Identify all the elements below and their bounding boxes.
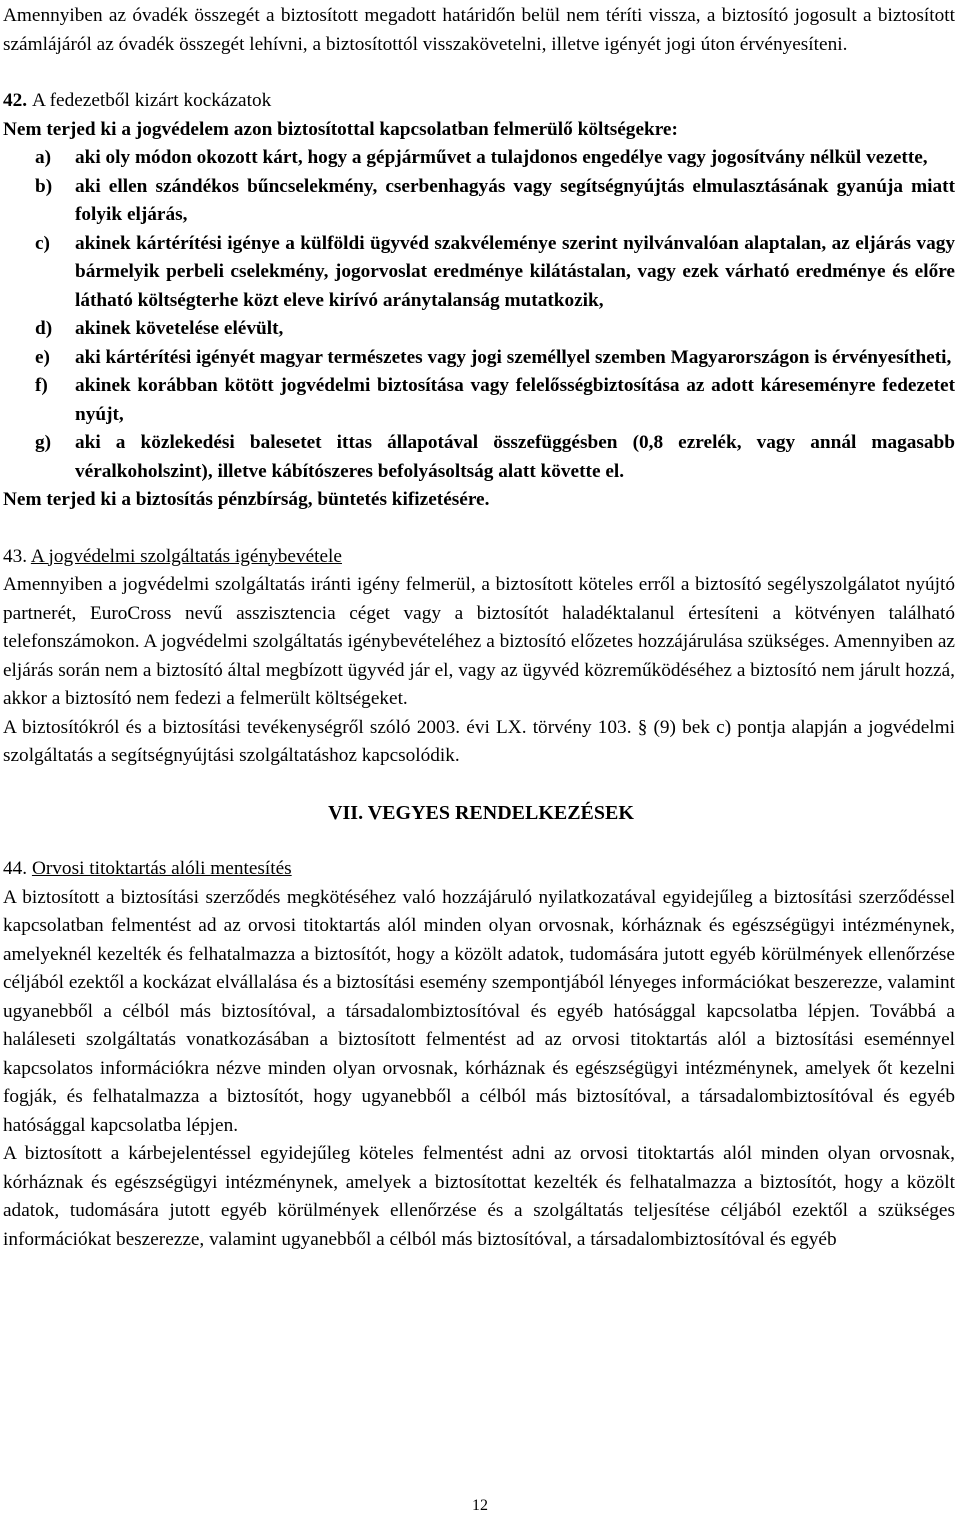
item-text: akinek követelése elévült,	[75, 318, 284, 339]
spacer	[3, 59, 955, 87]
section-42-number: 42.	[3, 90, 28, 111]
exclusion-item-b	[3, 173, 955, 230]
exclusion-list	[3, 144, 955, 486]
item-text: akinek kártérítési igénye a külföldi ügyvéd szakvéleménye szerint nyilvánvalóan alaptalan, az eljárás vagy bármelyik perbeli cselekmény, jogorvoslat eredménye kilátástalan, vagy ezek várható eredménye és előre látható költségterhe közt eleve kirívó aránytalanság mutatkozik,	[75, 232, 955, 311]
section-43-number: 43.	[3, 545, 28, 567]
spacer	[3, 771, 955, 799]
item-marker: c)	[35, 232, 50, 254]
item-marker: a)	[35, 147, 52, 168]
page-number: 12	[472, 1497, 488, 1514]
intro-paragraph: Amennyiben az óvadék összegét a biztosított megadott határidőn belül nem téríti vissza, a biztosító jogosult a biztosított számlájáról az óvadék összegét lehívni, a biztosítottól visszakövetelni, illetve igényét jogi úton érvényesíteni.	[3, 5, 955, 55]
section-42-heading	[3, 87, 955, 116]
item-text: aki ellen szándékos bűncselekmény, cserbenhagyás vagy segítségnyújtás elmulasztásának gyanúja miatt folyik eljárás,	[75, 175, 955, 225]
item-marker: d)	[35, 318, 53, 339]
section-44-heading	[3, 855, 955, 884]
item-text: aki kártérítési igényét magyar természetes vagy jogi személlyel szemben Magyarországon is érvényesítheti,	[75, 346, 952, 368]
paragraph-2-start: A biztosítókról és a biztosítási tevékenységről szóló 2003. évi LX. törvény 103.	[3, 716, 632, 738]
section-43-heading	[3, 543, 955, 572]
section-43-paragraph-2	[3, 714, 955, 771]
spacer	[3, 827, 955, 855]
exclusion-item-e	[3, 344, 955, 373]
item-text: aki oly módon okozott kárt, hogy a gépjárművet a tulajdonos engedélye vagy jogosítvány nélkül vezette,	[75, 147, 928, 168]
spacer	[3, 515, 955, 543]
section-42-lead: Nem terjed ki a jogvédelem azon biztosítottal kapcsolatban felmerülő költségekre:	[3, 118, 678, 140]
exclusion-item-a	[3, 144, 955, 173]
section-44-paragraph-2: A biztosított a kárbejelentéssel egyidejűleg köteles felmentést adni az orvosi titoktartás alól minden olyan orvosnak, kórháznak és egészségügyi intézménynek, amelyek a biztosítottat kezelték és felhatalmazza a biztosítót, hogy a közölt adatok, tudomására jutott egyéb körülmények ellenőrzése és a szolgáltatás teljesítése céljából ezektől a szükséges információkat beszerezze, valamint ugyanebből a célból más biztosítóval, a társadalombiztosítóval és egyéb	[3, 1143, 955, 1250]
section-42-closing: Nem terjed ki a biztosítás pénzbírság, büntetés kifizetésére.	[3, 489, 490, 510]
chapter-heading: VII. VEGYES RENDELKEZÉSEK	[328, 801, 634, 824]
section-42	[3, 87, 955, 515]
item-marker: f)	[35, 375, 48, 396]
section-44-paragraph-1: A biztosított a biztosítási szerződés megkötéséhez való hozzájáruló nyilatkozatával egyidejűleg a biztosítási szerződéssel kapcsolatban felmentést ad az orvosi titoktartás alól minden olyan orvosnak, kórháznak és egészségügyi intézménynek, amelyeknél kezelték és felhatalmazza a biztosítót, hogy a közölt adatok, tudomására jutott egyéb körülmények ellenőrzése céljából ezektől a kockázat elvállalása és a biztosítási esemény szempontjából lényeges információkat beszerezze, valamint ugyanebből a célból más biztosítóval, a társadalombiztosítóval és egyéb hatósággal kapcsolatba lépjen. Továbbá a haláleseti szolgáltatás vonatkozásában a biztosított felmentést ad az orvosi titoktartás alól a biztosítási eseménnyel kapcsolatos információkra nézve minden olyan orvosnak, kórháznak és egészségügyi intézménynek, amelyek őt kezelni fogják, és felhatalmazza a biztosítót, hogy ugyanebből a célból más biztosítóval, a társadalombiztosítóval és egyéb hatósággal kapcsolatba lépjen.	[3, 886, 955, 1136]
paragraph-2-end: (9) bek c) pontja alapján a jogvédelmi szolgáltatás a segítségnyújtási szolgáltatáshoz kapcsolódik.	[3, 716, 955, 766]
exclusion-item-f	[3, 372, 955, 429]
section-43-title: A jogvédelmi szolgáltatás igénybevétele	[30, 545, 342, 567]
section-43	[3, 543, 955, 771]
item-text: aki a közlekedési balesetet ittas állapotával összefüggésben (0,8 ezrelék, vagy annál magasabb véralkoholszint), illetve kábítószeres befolyásoltság alatt követte el.	[75, 432, 955, 482]
item-marker: e)	[35, 346, 50, 368]
page-content	[3, 2, 955, 1254]
exclusion-item-c	[3, 230, 955, 316]
item-marker: g)	[35, 432, 52, 453]
section-42-title: A fedezetből kizárt kockázatok	[31, 90, 272, 111]
section-43-paragraph-1: Amennyiben a jogvédelmi szolgáltatás iránti igény felmerül, a biztosított köteles erről a biztosító segélyszolgálatot nyújtó partnerét, EuroCross nevű asszisztencia céget vagy a biztosítót haladéktalanul értesíteni a kötvényen található telefonszámokon. A jogvédelmi szolgáltatás igénybevételéhez a biztosító előzetes hozzájárulása szükséges. Amennyiben az eljárás során nem a biztosító által megbízott ügyvéd jár el, vagy az ügyvéd közreműködéséhez a biztosító nem járult hozzá, akkor a biztosító nem fedezi a felmerült költségeket.	[3, 574, 955, 709]
item-marker: b)	[35, 175, 53, 197]
section-sign: §	[637, 716, 648, 738]
exclusion-item-d	[3, 315, 955, 344]
section-44-number: 44.	[3, 858, 28, 879]
section-44	[3, 855, 955, 1254]
item-text: akinek korábban kötött jogvédelmi biztosítása vagy felelősségbiztosítása az adott káreseményre fedezetet nyújt,	[75, 375, 955, 425]
section-44-title: Orvosi titoktartás alóli mentesítés	[31, 858, 292, 879]
exclusion-item-g	[3, 429, 955, 486]
